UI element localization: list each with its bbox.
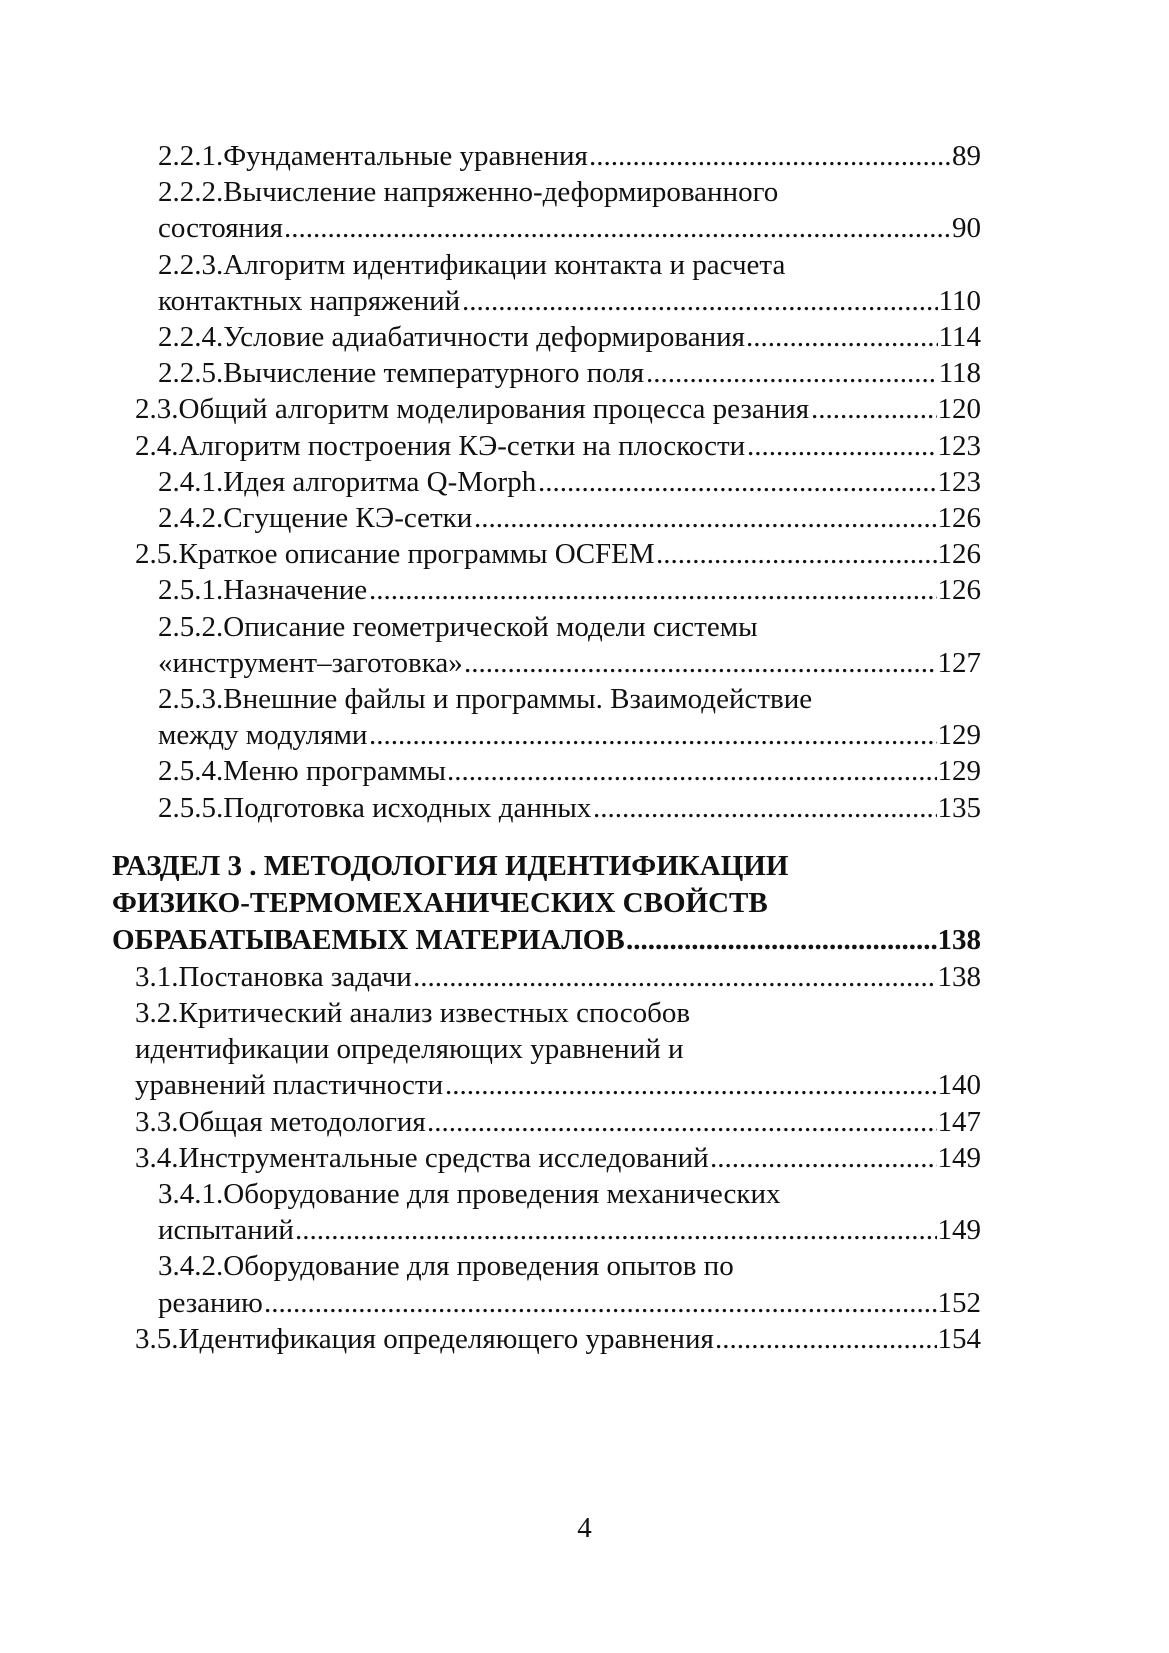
dot-leader	[284, 210, 951, 246]
toc-page-number: 90	[952, 212, 981, 245]
section-heading-line	[112, 922, 981, 958]
toc-entry-line	[158, 681, 981, 717]
toc-entry-title: состояния	[158, 212, 283, 245]
toc-entry-title: 3.1.Постановка задачи	[135, 960, 412, 993]
section-heading-line	[112, 848, 981, 884]
toc-entry-line	[135, 959, 981, 995]
toc-entry-line	[135, 1104, 981, 1140]
dot-leader	[462, 283, 938, 319]
toc-entry-title: резанию	[158, 1286, 263, 1319]
dot-leader	[646, 355, 938, 391]
toc-entry-title: 3.5.Идентификация определяющего уравнения	[135, 1322, 714, 1355]
toc-page-number: 123	[937, 465, 981, 498]
toc-entry-line	[158, 464, 981, 500]
toc-page-number: 135	[937, 791, 981, 824]
toc-page-number: 152	[937, 1286, 981, 1319]
toc-entry-line	[135, 1067, 981, 1103]
toc-page-number: 114	[938, 321, 981, 353]
dot-leader	[264, 1285, 937, 1321]
toc-entry-line	[135, 536, 981, 572]
dot-leader	[445, 1067, 937, 1103]
toc-page-number: 129	[937, 719, 981, 752]
toc-entry-line	[135, 995, 981, 1031]
dot-leader	[746, 319, 938, 355]
toc-entry-title: 2.2.5.Вычисление температурного поля	[158, 357, 645, 390]
toc-page-number: 129	[937, 755, 981, 788]
toc-entry-line	[158, 609, 981, 645]
toc-page-number: 120	[937, 393, 981, 426]
toc-entry-line	[135, 428, 981, 464]
toc-entry-title: испытаний	[158, 1214, 294, 1247]
toc-entry-line	[135, 1031, 981, 1067]
section-heading-text: ФИЗИКО-ТЕРМОМЕХАНИЧЕСКИХ СВОЙСТВ	[112, 886, 768, 919]
dot-leader	[811, 391, 937, 427]
toc-entry-title: 2.4.1.Идея алгоритма Q-Morph	[158, 465, 537, 498]
toc-page-number: 123	[937, 429, 981, 462]
toc-entry-title: 3.3.Общая методология	[135, 1105, 426, 1138]
toc-entry-line	[158, 717, 981, 753]
dot-leader	[593, 790, 937, 826]
toc-entry-line	[158, 645, 981, 681]
toc-page-number: 149	[937, 1214, 981, 1247]
toc-entry-title: 2.5.5.Подготовка исходных данных	[158, 791, 592, 824]
toc-page-number: 127	[937, 646, 981, 679]
toc-entry-title: 2.5.1.Назначение	[158, 574, 368, 607]
toc-page-number: 126	[937, 574, 981, 607]
toc-page-number: 154	[937, 1322, 981, 1355]
toc-entry-title: 2.2.1.Фундаментальные уравнения	[158, 140, 588, 172]
toc-entry-title: 3.4.Инструментальные средства исследований	[135, 1141, 709, 1174]
toc-entry-line	[158, 1212, 981, 1248]
toc-entry-title: идентификации определяющих уравнений и	[135, 1033, 684, 1066]
toc-page-number: 126	[937, 502, 981, 534]
toc-page-number: 110	[938, 284, 981, 317]
toc-entry-title: 2.2.4.Условие адиабатичности деформирования	[158, 321, 745, 353]
toc-entry-title: 2.5.Краткое описание программы OCFEM	[135, 538, 655, 571]
dot-leader	[413, 959, 937, 995]
toc-entry-title: 2.5.4.Меню программы	[158, 755, 446, 788]
toc-entry-title: 2.2.2.Вычисление напряженно-деформированного	[158, 176, 779, 209]
toc-entry-line	[158, 174, 981, 210]
dot-leader	[427, 1104, 937, 1140]
dot-leader	[369, 572, 937, 608]
dot-leader	[747, 428, 937, 464]
toc-entry-title: контактных напряжений	[158, 284, 461, 317]
toc-entry-title: 2.4.Алгоритм построения КЭ-сетки на плоскости	[135, 429, 746, 462]
toc-page-number: 140	[937, 1069, 981, 1102]
toc-entry-title: 3.4.1.Оборудование для проведения механических	[158, 1178, 781, 1210]
toc-entry-title: 2.4.2.Сгущение КЭ-сетки	[158, 502, 473, 534]
toc-entry-title: 2.3.Общий алгоритм моделирования процесса резания	[135, 393, 810, 426]
dot-leader	[715, 1321, 937, 1357]
toc-entry-line	[158, 790, 981, 826]
toc-entry-line	[158, 355, 981, 391]
dot-leader	[710, 1140, 937, 1176]
toc-entry-title: между модулями	[158, 719, 368, 752]
dot-leader	[295, 1212, 937, 1248]
toc-entry-line	[135, 391, 981, 427]
section-heading-text: ОБРАБАТЫВАЕМЫХ МАТЕРИАЛОВ	[112, 923, 625, 956]
dot-leader	[369, 717, 937, 753]
toc-entry-line	[158, 283, 981, 319]
toc-entry-line	[158, 1285, 981, 1321]
toc-entry-line	[158, 247, 981, 283]
toc-entry-line	[158, 1176, 981, 1212]
toc-entry-title: 3.2.Критический анализ известных способов	[135, 997, 691, 1029]
dot-leader	[447, 753, 937, 789]
toc-entry-line	[158, 1248, 981, 1284]
dot-leader	[626, 922, 937, 958]
toc-entry-title: 3.4.2.Оборудование для проведения опытов по	[158, 1250, 734, 1283]
toc-entry-title: 2.5.3.Внешние файлы и программы. Взаимодействие	[158, 683, 813, 715]
section-heading-line	[112, 885, 981, 921]
section-heading-text: РАЗДЕЛ 3 . МЕТОДОЛОГИЯ ИДЕНТИФИКАЦИИ	[112, 849, 789, 882]
toc-entry-line	[158, 572, 981, 608]
toc-page-number: 126	[937, 538, 981, 571]
toc-entry-line	[135, 1321, 981, 1357]
toc-entry-line	[158, 753, 981, 789]
dot-leader	[464, 645, 937, 681]
toc-page-number: 147	[937, 1105, 981, 1138]
toc-page-number: 138	[937, 960, 981, 993]
toc-entry-title: 2.2.3.Алгоритм идентификации контакта и расчета	[158, 248, 786, 281]
dot-leader	[656, 536, 937, 572]
toc-entry-line	[158, 138, 981, 174]
dot-leader	[538, 464, 937, 500]
toc-entry-title: 2.5.2.Описание геометрической модели системы	[158, 610, 758, 643]
toc-entry-line	[135, 1140, 981, 1176]
toc-page-number: 89	[952, 140, 981, 172]
toc-entry-line	[158, 319, 981, 355]
toc-entry-line	[158, 500, 981, 536]
toc-entry-line	[158, 210, 981, 246]
toc-page-number: 149	[937, 1141, 981, 1174]
page-number-footer: 4	[577, 1512, 592, 1544]
dot-leader	[474, 500, 937, 536]
toc-page-number: 138	[937, 923, 981, 956]
toc-page-number: 118	[938, 357, 981, 390]
dot-leader	[589, 138, 951, 174]
toc-entry-title: уравнений пластичности	[135, 1069, 444, 1102]
toc-entry-title: «инструмент–заготовка»	[158, 646, 463, 679]
